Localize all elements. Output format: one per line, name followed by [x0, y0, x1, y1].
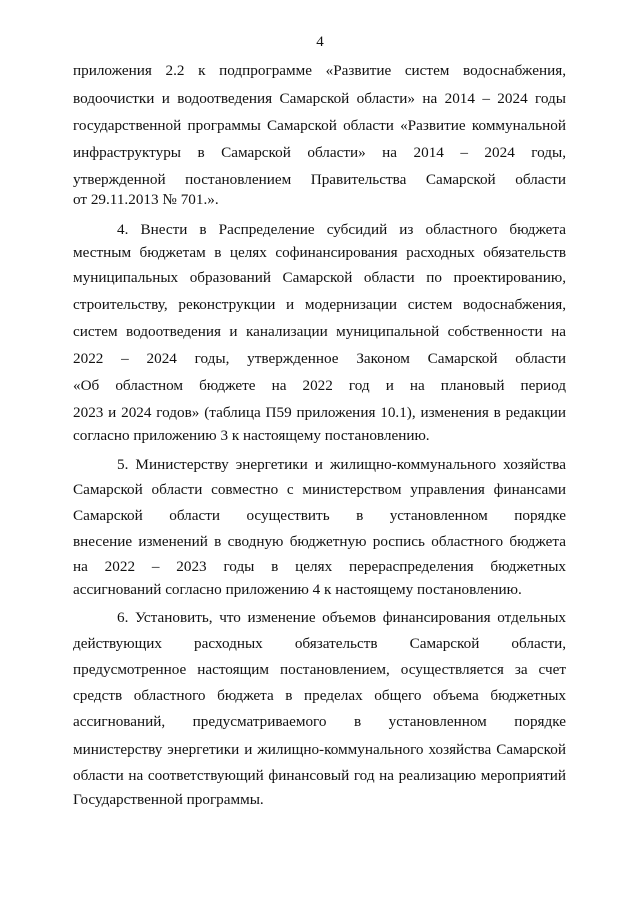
text-line: на 2022 – 2023 годы в целях перераспределения бюджетных — [73, 558, 566, 575]
text-line: министерству энергетики и жилищно-коммунального хозяйства Самарской — [73, 741, 566, 758]
text-line: 5. Министерству энергетики и жилищно-коммунального хозяйства — [117, 456, 566, 473]
text-line: «Об областном бюджете на 2022 год и на плановый период — [73, 377, 566, 394]
text-line: Самарской области осуществить в установленном порядке — [73, 507, 566, 524]
text-line: муниципальных образований Самарской области по проектированию, — [73, 269, 566, 286]
text-line: ассигнований, предусматриваемого в установленном порядке — [73, 713, 566, 730]
text-line: 2023 и 2024 годов» (таблица П59 приложения 10.1), изменения в редакции — [73, 404, 566, 421]
text-line: предусмотренное настоящим постановлением, осуществляется за счет — [73, 661, 566, 678]
text-line: 2022 – 2024 годы, утвержденное Законом Самарской области — [73, 350, 566, 367]
page-number: 4 — [316, 34, 324, 50]
text-line: 4. Внести в Распределение субсидий из областного бюджета — [117, 221, 566, 238]
text-line: ассигнований согласно приложению 4 к настоящему постановлению. — [73, 581, 522, 598]
text-line: согласно приложению 3 к настоящему постановлению. — [73, 427, 430, 444]
text-line: приложения 2.2 к подпрограмме «Развитие систем водоснабжения, — [73, 62, 566, 79]
text-line: инфраструктуры в Самарской области» на 2014 – 2024 годы, — [73, 144, 566, 161]
text-line: Самарской области совместно с министерством управления финансами — [73, 481, 566, 498]
text-line: Государственной программы. — [73, 791, 264, 808]
text-line: строительству, реконструкции и модернизации систем водоснабжения, — [73, 296, 566, 313]
text-line: государственной программы Самарской области «Развитие коммунальной — [73, 117, 566, 134]
text-line: действующих расходных обязательств Самарской области, — [73, 635, 566, 652]
text-line: внесение изменений в сводную бюджетную роспись областного бюджета — [73, 533, 566, 550]
text-line: 6. Установить, что изменение объемов финансирования отдельных — [117, 609, 566, 626]
text-line: утвержденной постановлением Правительства Самарской области — [73, 171, 566, 188]
text-line: водоочистки и водоотведения Самарской области» на 2014 – 2024 годы — [73, 90, 566, 107]
text-line: местным бюджетам в целях софинансирования расходных обязательств — [73, 244, 566, 261]
text-line: систем водоотведения и канализации муниципальной собственности на — [73, 323, 566, 340]
text-line: от 29.11.2013 № 701.». — [73, 191, 219, 208]
text-line: средств областного бюджета в пределах общего объема бюджетных — [73, 687, 566, 704]
text-line: области на соответствующий финансовый год на реализацию мероприятий — [73, 767, 566, 784]
